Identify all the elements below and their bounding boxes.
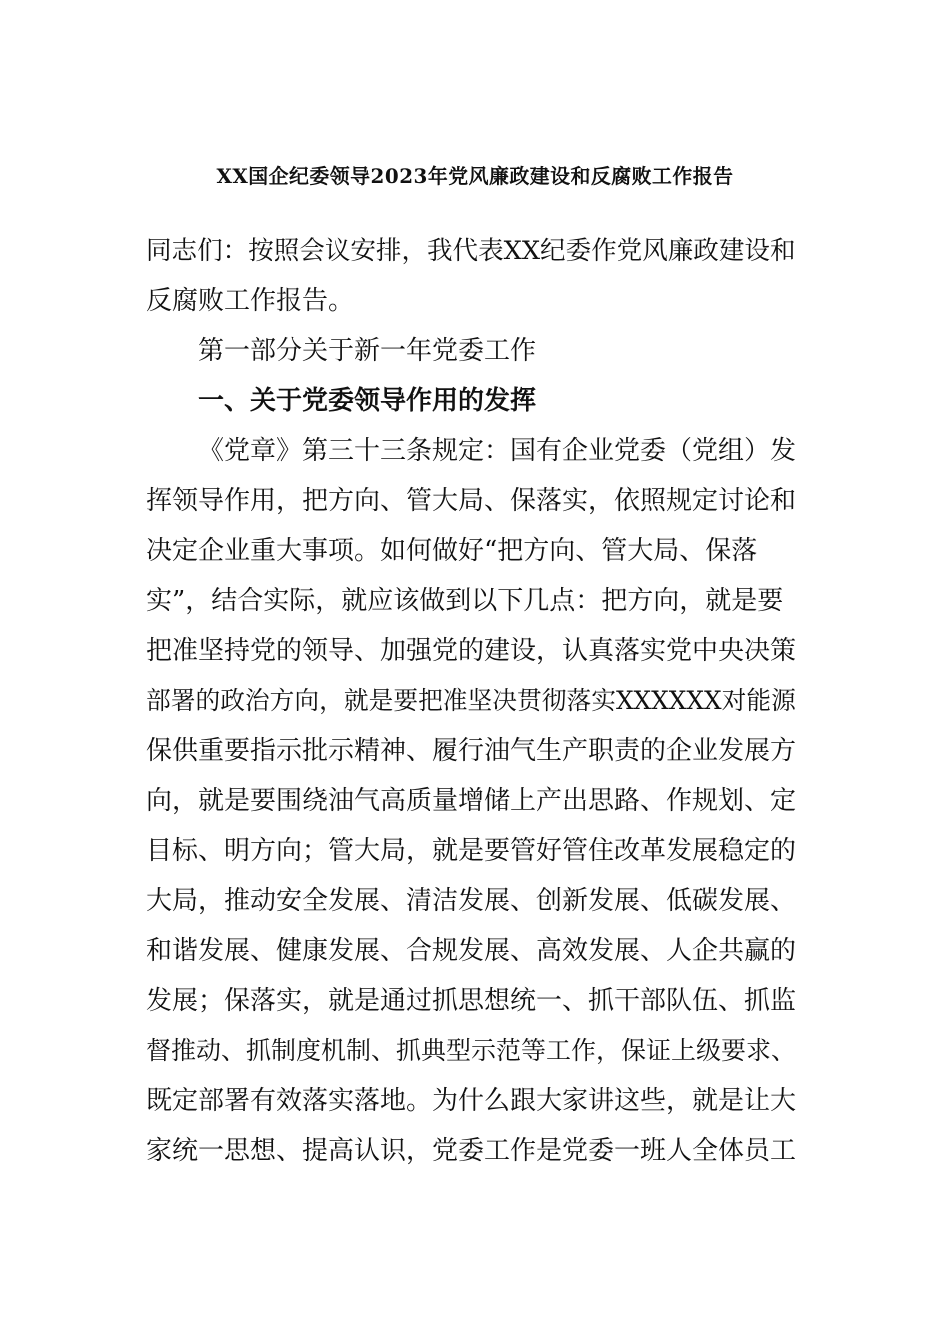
body-line: 实”，结合实际，就应该做到以下几点：把方向，就是要 <box>146 586 784 616</box>
body-line: 部署的政治方向，就是要把准坚决贯彻落实XXXXXX对能源 <box>146 686 796 715</box>
body-line: 大局，推动安全发展、清洁发展、创新发展、低碳发展、 <box>146 886 797 916</box>
body-line: 保供重要指示批示精神、履行油气生产职责的企业发展方 <box>146 736 797 766</box>
body-line: 督推动、抓制度机制、抓典型示范等工作，保证上级要求、 <box>146 1036 797 1065</box>
body-line-paragraph-start: 《党章》第三十三条规定：国有企业党委（党组）发 <box>198 436 797 466</box>
body-line: 反腐败工作报告。 <box>146 286 355 316</box>
section-heading: 一、关于党委领导作用的发挥 <box>198 386 537 416</box>
body-line: 发展；保落实，就是通过抓思想统一、抓干部队伍、抓监 <box>146 986 797 1016</box>
body-line: 和谐发展、健康发展、合规发展、高效发展、人企共赢的 <box>146 936 797 966</box>
part-heading: 第一部分关于新一年党委工作 <box>198 336 537 366</box>
body-line: 挥领导作用，把方向、管大局、保落实，依照规定讨论和 <box>146 486 797 516</box>
document-title: XX国企纪委领导2023年党风廉政建设和反腐败工作报告 <box>216 164 734 188</box>
body-line: 把准坚持党的领导、加强党的建设，认真落实党中央决策 <box>146 636 797 666</box>
body-line-greeting: 同志们：按照会议安排，我代表XX纪委作党风廉政建设和 <box>146 236 796 266</box>
body-line: 家统一思想、提高认识，党委工作是党委一班人全体员工 <box>146 1136 797 1166</box>
body-line: 既定部署有效落实落地。为什么跟大家讲这些，就是让大 <box>146 1086 797 1116</box>
body-line: 目标、明方向；管大局，就是要管好管住改革发展稳定的 <box>146 836 797 866</box>
body-line: 向，就是要围绕油气高质量增储上产出思路、作规划、定 <box>146 786 797 816</box>
body-line: 决定企业重大事项。如何做好“把方向、管大局、保落 <box>146 536 758 566</box>
